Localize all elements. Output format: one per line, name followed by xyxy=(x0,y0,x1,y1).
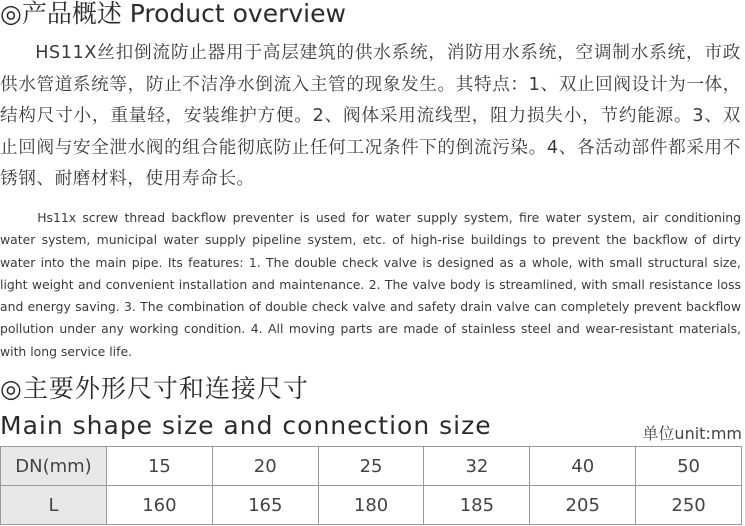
table-cell: 160 xyxy=(107,486,213,525)
table-cell: 25 xyxy=(318,447,424,486)
overview-paragraph-english: Hs11x screw thread backflow preventer is used for water supply system, fire water system, air conditioning water system, municipal water supply pipeline system, etc. of high-rise buildings to prevent the backflow of dirty water into the main pipe. Its features: 1. The double check valve is designed as a whole, with small structural size, light weight and convenient installation and maintenance. 2. The valve body is streamlined, with small resistance loss and energy saving. 3. The combination of double check valve and safety drain valve can completely prevent backflow pollution under any working condition. 4. All moving parts are made of stainless steel and wear-resistant materials, with long service life. xyxy=(0,210,741,359)
table-cell: 205 xyxy=(530,486,636,525)
table-row-dn xyxy=(1,447,742,486)
table-cell: 165 xyxy=(212,486,318,525)
overview-title: ◎产品概述 Product overview xyxy=(0,0,346,28)
dimensions-title-english: Main shape size and connection size xyxy=(0,411,492,440)
table-cell: 180 xyxy=(318,486,424,525)
unit-label: 单位unit:mm xyxy=(642,424,742,443)
table-row-l xyxy=(1,486,742,525)
table-cell: 15 xyxy=(107,447,213,486)
table-cell: 20 xyxy=(212,447,318,486)
dimensions-title-chinese: ◎主要外形尺寸和连接尺寸 xyxy=(0,374,309,403)
table-cell: 250 xyxy=(636,486,742,525)
table-cell: 40 xyxy=(530,447,636,486)
table-cell: 50 xyxy=(636,447,742,486)
row-header-l: L xyxy=(1,486,107,525)
overview-paragraph-chinese: HS11X丝扣倒流防止器用于高层建筑的供水系统，消防用水系统，空调制水系统，市政供水管道系统等，防止不洁净水倒流入主管的现象发生。其特点：1、双止回阀设计为一体，结构尺寸小，重量轻，安装维护方便。2、阀体采用流线型，阻力损失小，节约能源。3、双止回阀与安全泄水阀的组合能彻底防止任何工况条件下的倒流污染。4、各活动部件都采用不锈钢、耐磨材料，使用寿命长。 xyxy=(0,43,741,189)
table-cell: 185 xyxy=(424,486,530,525)
table-cell: 32 xyxy=(424,447,530,486)
dimensions-table xyxy=(0,446,742,525)
row-header-dn: DN(mm) xyxy=(1,447,107,486)
